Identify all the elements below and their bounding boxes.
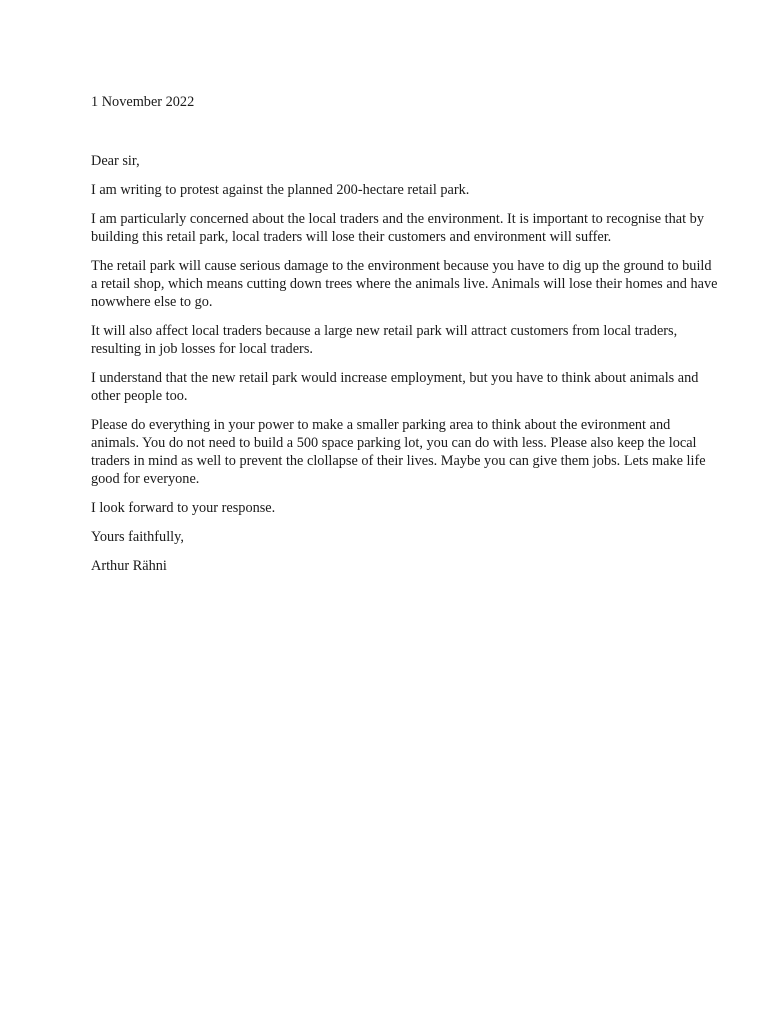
closing: Yours faithfully, bbox=[91, 529, 184, 545]
signature-name: Arthur Rähni bbox=[91, 558, 167, 574]
paragraph-local-traders: It will also affect local traders because a large new retail park will attract customers from local traders, resulting in job losses for local traders. bbox=[91, 323, 678, 357]
paragraph-response: I look forward to your response. bbox=[91, 500, 276, 516]
paragraph-intro: I am writing to protest against the planned 200-hectare retail park. bbox=[91, 182, 470, 198]
salutation: Dear sir, bbox=[91, 153, 140, 169]
paragraph-concerns: I am particularly concerned about the local traders and the environment. It is important to recognise that by building this retail park, local traders will lose their customers and environment will suffer. bbox=[91, 211, 704, 245]
paragraph-request: Please do everything in your power to make a smaller parking area to think about the evironment and animals. You do not need to build a 500 space parking lot, you can do with less. Please also keep the local traders in mind as well to prevent the clollapse of their lives. Maybe you can give them jobs. Lets make life good for everyone. bbox=[91, 417, 706, 487]
letter-date: 1 November 2022 bbox=[91, 94, 195, 110]
letter-body bbox=[91, 152, 721, 586]
paragraph-employment: I understand that the new retail park would increase employment, but you have to think about animals and other people too. bbox=[91, 370, 699, 404]
paragraph-environment: The retail park will cause serious damage to the environment because you have to dig up the ground to build a retail shop, which means cutting down trees where the animals live. Animals will lose their homes and have nowwhere else to go. bbox=[91, 258, 718, 310]
